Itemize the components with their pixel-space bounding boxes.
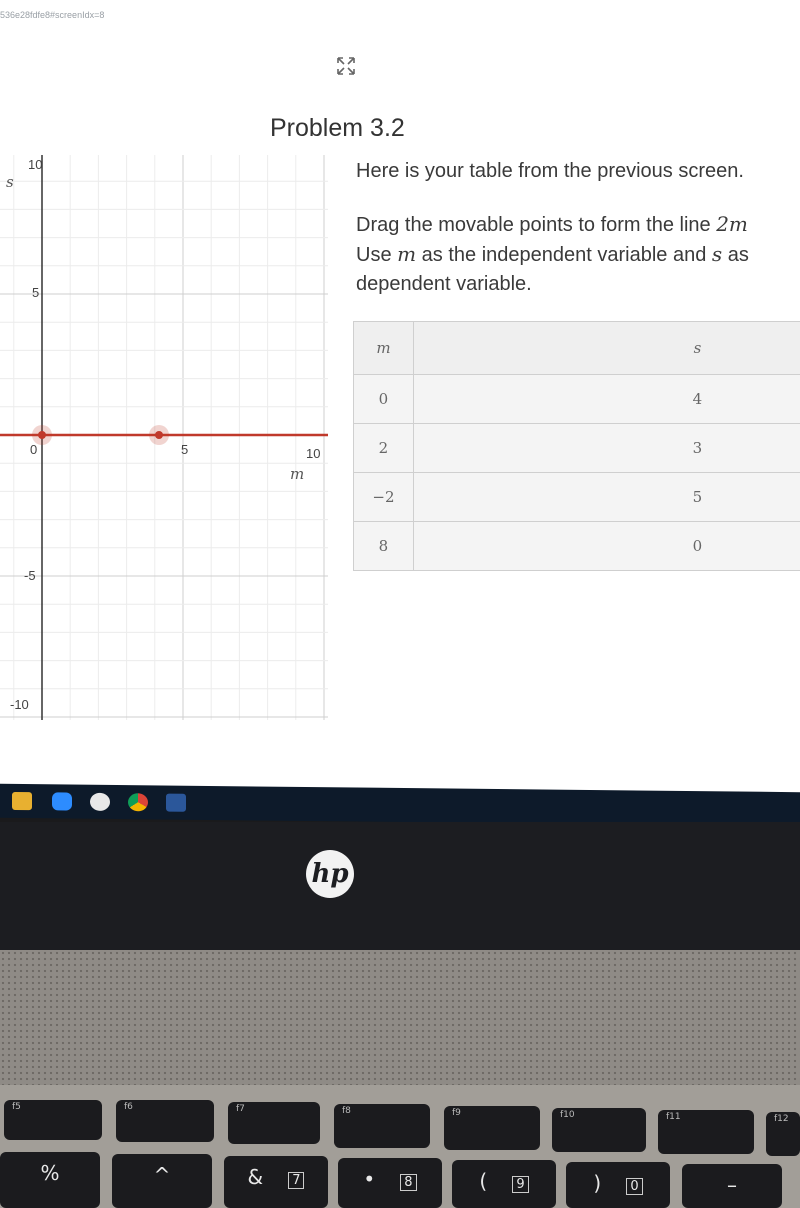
y-tick-neg5: -5: [24, 568, 36, 583]
key-minus[interactable]: –: [682, 1164, 782, 1208]
key-7-ampersand[interactable]: & 7: [224, 1156, 328, 1208]
key-f8[interactable]: f8: [334, 1104, 430, 1148]
laptop-bezel: [0, 822, 800, 952]
x-tick-0: 0: [30, 442, 38, 457]
key-9-lparen[interactable]: ( 9: [452, 1160, 556, 1208]
taskbar: [0, 784, 800, 826]
table-row: [354, 375, 800, 424]
key-8-asterisk[interactable]: • 8: [338, 1158, 442, 1208]
math-2m: 2m: [716, 212, 748, 236]
cell-m[interactable]: −2: [354, 473, 414, 522]
math-s: s: [711, 242, 723, 266]
cell-s[interactable]: 4: [413, 375, 800, 424]
values-table: [353, 321, 800, 571]
expand-arrows-icon[interactable]: [334, 54, 358, 78]
key-6-caret[interactable]: ^: [112, 1154, 212, 1208]
instruction-line-2: Use m as the independent variable and s as: [356, 242, 749, 266]
cell-m[interactable]: 0: [354, 375, 414, 424]
key-f9[interactable]: f9: [444, 1106, 540, 1150]
file-explorer-icon[interactable]: [12, 792, 32, 810]
key-f6[interactable]: f6: [116, 1100, 214, 1142]
chrome-icon[interactable]: [128, 793, 148, 811]
table-row: [354, 522, 800, 571]
word-icon[interactable]: [166, 794, 186, 812]
x-axis-label: m: [290, 465, 305, 483]
coordinate-graph[interactable]: [0, 150, 330, 725]
zoom-icon[interactable]: [52, 792, 72, 810]
y-tick-10: 10: [28, 157, 43, 172]
instruction-line-3: dependent variable.: [356, 273, 532, 295]
cell-m[interactable]: 8: [354, 522, 414, 571]
y-tick-5: 5: [32, 285, 40, 300]
instruction-line-1: Drag the movable points to form the line 2m: [356, 212, 748, 236]
problem-title: Problem 3.2: [270, 114, 405, 142]
table-header-row: [354, 322, 800, 375]
math-m: m: [397, 242, 417, 266]
cell-s[interactable]: 3: [413, 424, 800, 473]
table-row: [354, 424, 800, 473]
intro-text: Here is your table from the previous screen.: [356, 160, 744, 182]
key-f12[interactable]: f12: [766, 1112, 800, 1156]
cell-s[interactable]: 5: [413, 473, 800, 522]
x-tick-10: 10: [306, 446, 321, 461]
key-f5[interactable]: f5: [4, 1100, 102, 1140]
y-tick-neg10: -10: [10, 697, 29, 712]
cell-m[interactable]: 2: [354, 424, 414, 473]
movable-point-2[interactable]: [149, 425, 169, 445]
header-s: s: [413, 322, 800, 375]
key-5-percent[interactable]: %: [0, 1152, 100, 1208]
hp-logo: hp: [306, 850, 354, 898]
cell-s[interactable]: 0: [413, 522, 800, 571]
app-icon[interactable]: [90, 793, 110, 811]
instructions: [356, 157, 800, 299]
header-m: m: [354, 322, 414, 375]
table-row: [354, 473, 800, 522]
url-fragment: 536e28fdfe8#screenIdx=8: [0, 10, 105, 20]
key-f10[interactable]: f10: [552, 1108, 646, 1152]
y-axis-label: s: [6, 173, 14, 191]
key-f7[interactable]: f7: [228, 1102, 320, 1144]
key-0-rparen[interactable]: ) 0: [566, 1162, 670, 1208]
key-f11[interactable]: f11: [658, 1110, 754, 1154]
x-tick-5: 5: [181, 442, 189, 457]
speaker-grille: [0, 950, 800, 1090]
